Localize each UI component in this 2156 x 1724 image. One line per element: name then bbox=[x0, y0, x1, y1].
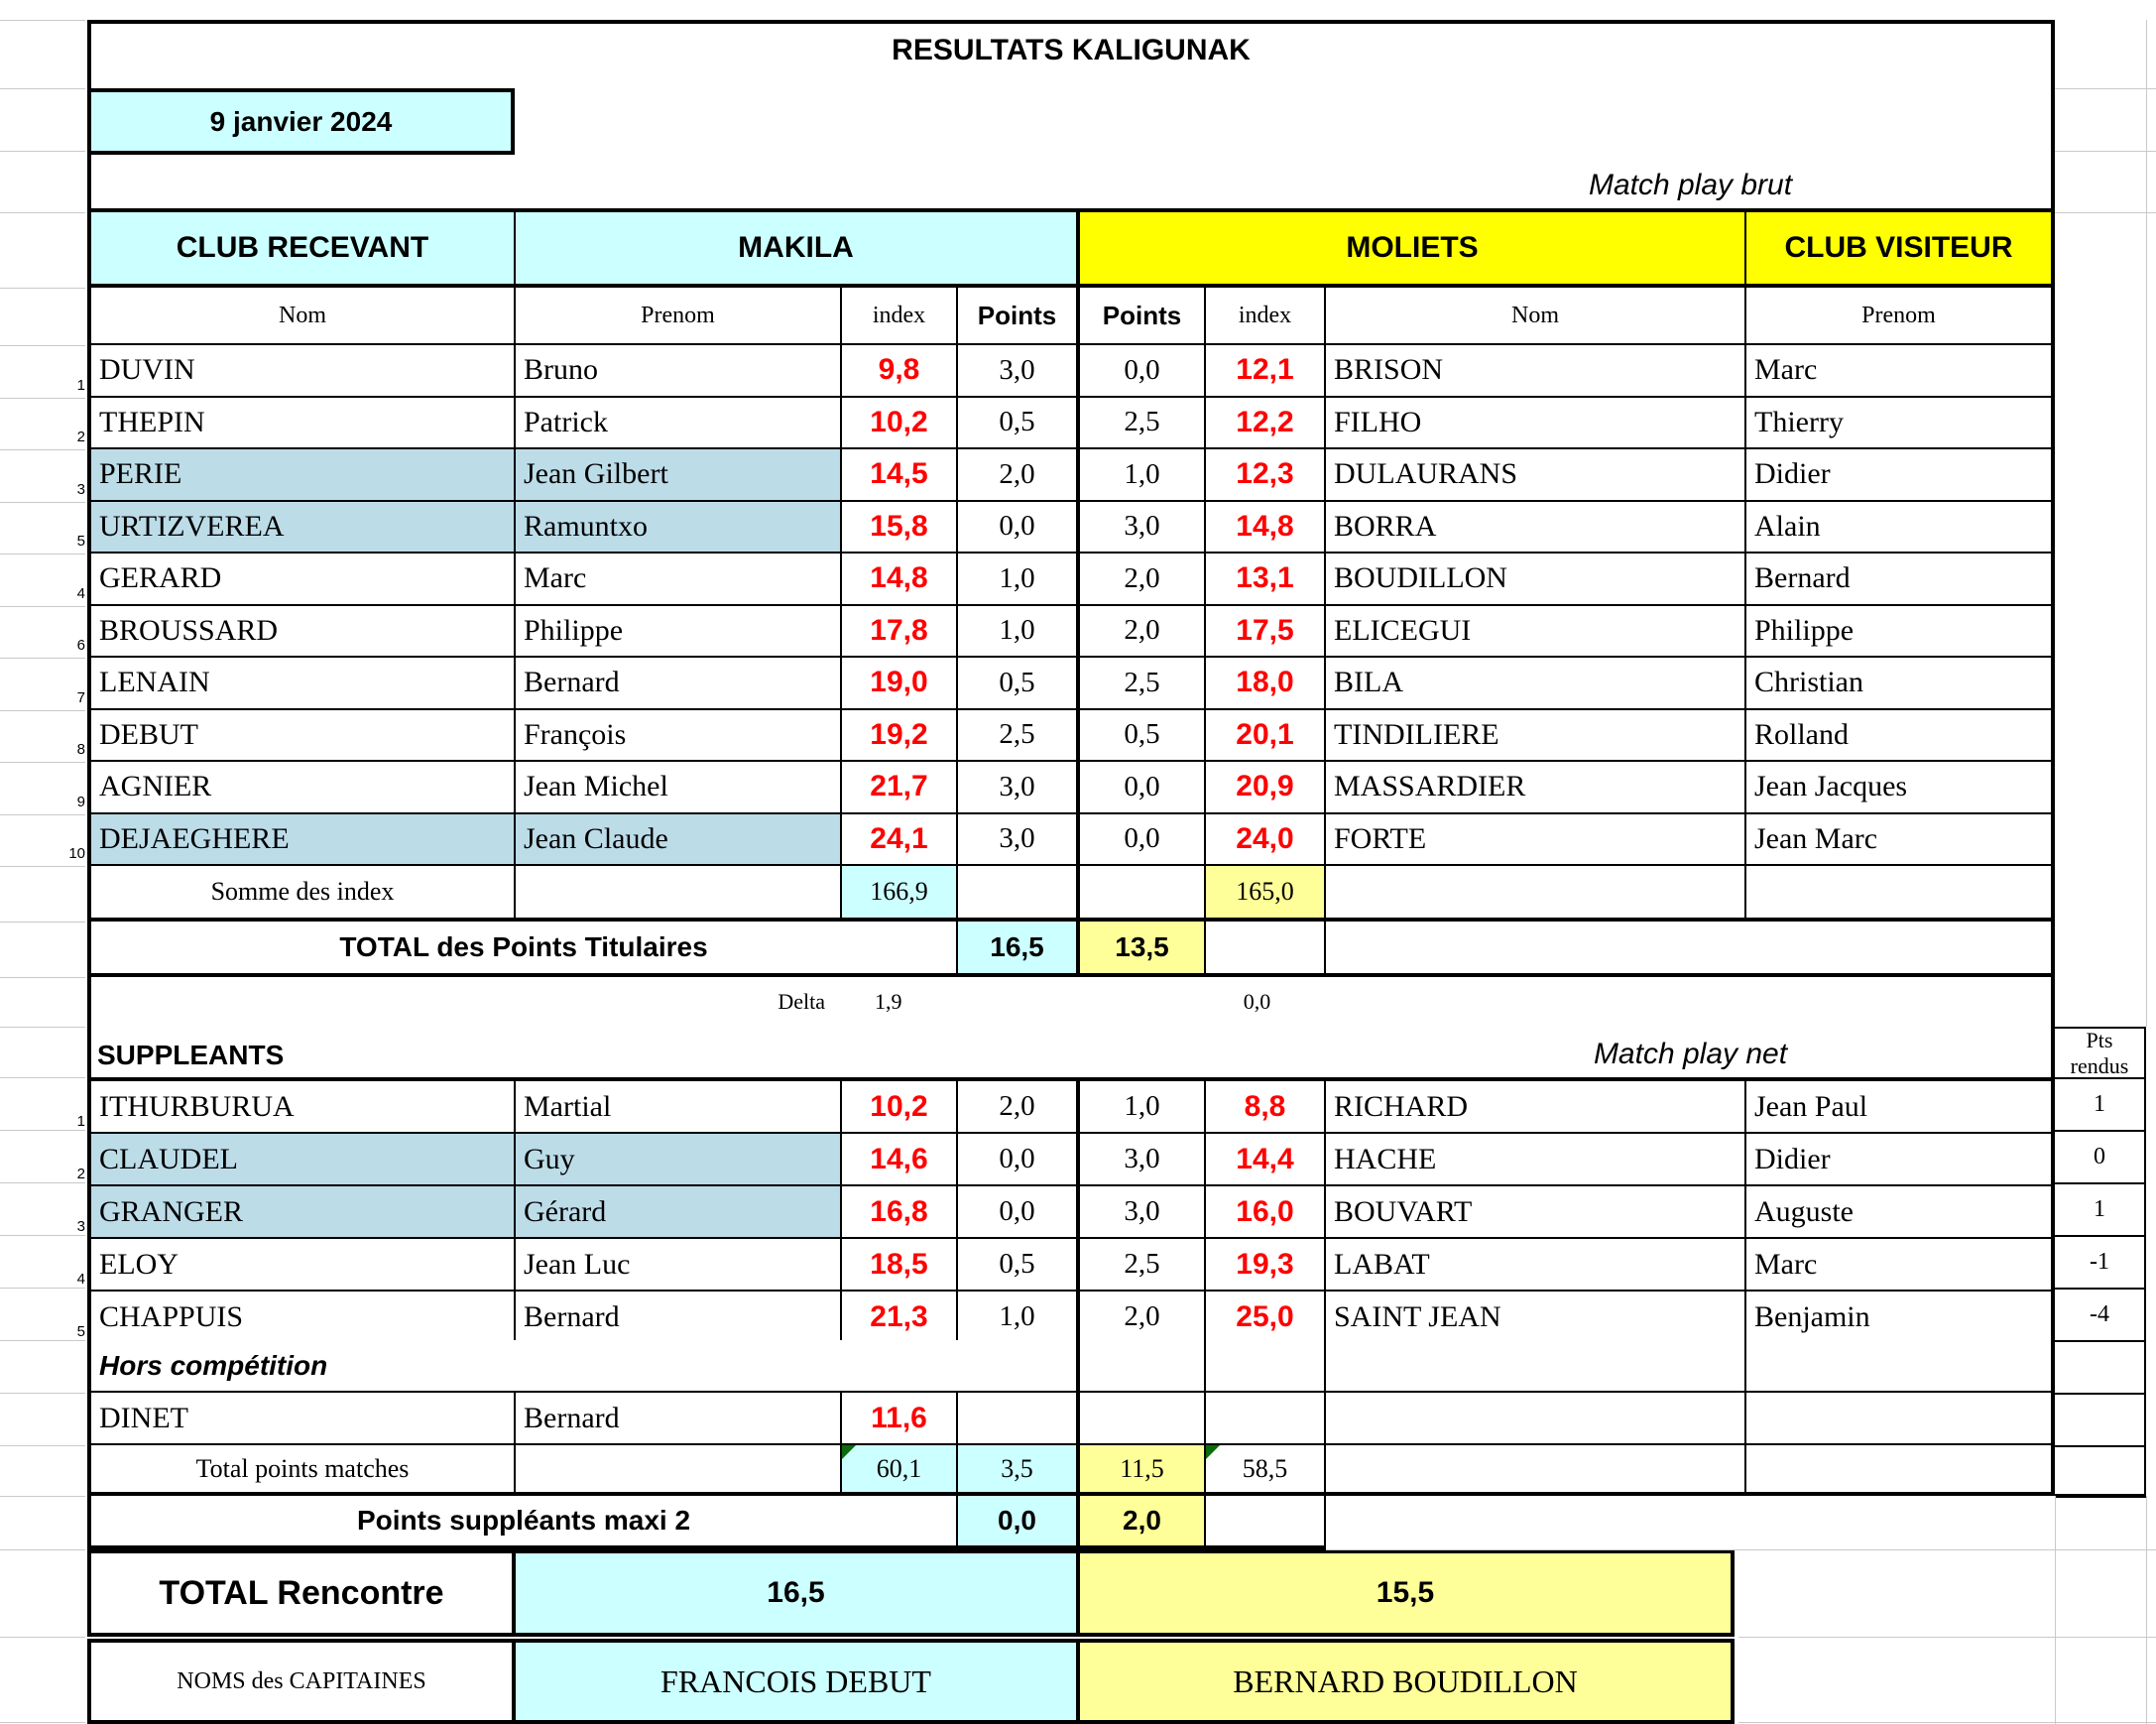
prenom-cell[interactable]: Auguste bbox=[1746, 1186, 2055, 1237]
suppleants-label: SUPPLEANTS bbox=[97, 1040, 285, 1070]
empty-cell[interactable] bbox=[1326, 1340, 1746, 1391]
gridline bbox=[0, 1637, 85, 1638]
col-nom[interactable]: Nom bbox=[91, 288, 516, 343]
player-row bbox=[76, 345, 2055, 398]
error-indicator-icon bbox=[1206, 1445, 1220, 1459]
titulaires-rows bbox=[68, 345, 2055, 866]
capitaine-makila-cell[interactable]: FRANCOIS DEBUT bbox=[516, 1643, 1080, 1720]
col-points[interactable]: Points bbox=[958, 288, 1080, 343]
column-header-row bbox=[87, 288, 2055, 345]
index-cell[interactable]: 21,3 bbox=[842, 1292, 958, 1342]
prenom-cell[interactable]: Thierry bbox=[1746, 398, 2055, 448]
row-number: 4 bbox=[76, 584, 85, 602]
index-cell[interactable]: 12,3 bbox=[1206, 449, 1326, 500]
index-cell[interactable]: 10,2 bbox=[842, 1081, 958, 1132]
prenom-cell[interactable]: Bruno bbox=[516, 345, 842, 396]
capitaine-moliets-cell[interactable]: BERNARD BOUDILLON bbox=[1080, 1643, 1735, 1720]
index-cell[interactable]: 24,1 bbox=[842, 814, 958, 865]
player-row bbox=[76, 606, 2055, 659]
nom-cell[interactable]: ELOY bbox=[91, 1239, 516, 1290]
nom-cell[interactable]: GERARD bbox=[91, 554, 516, 604]
index-cell[interactable]: 14,5 bbox=[842, 449, 958, 500]
gridline bbox=[0, 710, 85, 711]
pts-rendus-cell[interactable]: -1 bbox=[2055, 1237, 2146, 1290]
total-titulaires-row bbox=[87, 922, 2055, 977]
somme-makila-cell[interactable]: 166,9 bbox=[842, 866, 958, 918]
row-number: 2 bbox=[76, 1166, 85, 1182]
gridline bbox=[0, 1496, 85, 1497]
player-row bbox=[68, 814, 2055, 867]
nom-cell[interactable]: FILHO bbox=[1326, 398, 1746, 448]
player-row bbox=[76, 449, 2055, 502]
points-cell[interactable]: 0,0 bbox=[1080, 345, 1206, 396]
delta-row bbox=[87, 977, 2055, 1027]
empty-cell[interactable] bbox=[1326, 1445, 1746, 1492]
nom-cell[interactable]: PERIE bbox=[91, 449, 516, 500]
total-titulaires-makila-cell[interactable]: 16,5 bbox=[958, 922, 1080, 973]
index-cell[interactable]: 13,1 bbox=[1206, 554, 1326, 604]
gridline bbox=[0, 1549, 85, 1550]
index-cell[interactable]: 21,7 bbox=[842, 762, 958, 812]
prenom-cell[interactable]: Marc bbox=[516, 554, 842, 604]
gridline bbox=[0, 1288, 85, 1289]
delta-makila-value[interactable]: 1,9 bbox=[875, 989, 902, 1014]
index-cell[interactable]: 19,2 bbox=[842, 710, 958, 761]
nom-cell[interactable]: MASSARDIER bbox=[1326, 762, 1746, 812]
total-titulaires-label-cell[interactable]: TOTAL des Points Titulaires bbox=[91, 922, 958, 973]
gridline bbox=[0, 814, 85, 815]
player-row bbox=[76, 502, 2055, 554]
gridline bbox=[0, 658, 85, 659]
tp-makila-index-cell[interactable] bbox=[842, 1445, 958, 1492]
total-rencontre-row bbox=[87, 1549, 1735, 1637]
club-visiteur-name-cell[interactable]: MOLIETS bbox=[1080, 212, 1746, 284]
points-cell[interactable]: 0,0 bbox=[958, 1134, 1080, 1184]
nom-cell[interactable]: LENAIN bbox=[91, 658, 516, 708]
empty-cell[interactable] bbox=[958, 1393, 1080, 1443]
gridline bbox=[0, 1722, 85, 1723]
index-cell[interactable]: 14,4 bbox=[1206, 1134, 1326, 1184]
gridline bbox=[2055, 88, 2156, 89]
pts-rendus-cell[interactable]: 1 bbox=[2055, 1184, 2146, 1237]
empty-cell[interactable] bbox=[2055, 1447, 2146, 1498]
points-cell[interactable]: 2,0 bbox=[1080, 554, 1206, 604]
index-cell[interactable]: 18,0 bbox=[1206, 658, 1326, 708]
nom-cell[interactable]: LABAT bbox=[1326, 1239, 1746, 1290]
gridline bbox=[1738, 1722, 2156, 1723]
points-cell[interactable]: 1,0 bbox=[958, 606, 1080, 657]
nom-cell[interactable]: GRANGER bbox=[91, 1186, 516, 1237]
prenom-cell[interactable]: Didier bbox=[1746, 449, 2055, 500]
points-cell[interactable]: 2,5 bbox=[1080, 398, 1206, 448]
gridline bbox=[0, 762, 85, 763]
prenom-cell[interactable]: Patrick bbox=[516, 398, 842, 448]
points-cell[interactable]: 0,0 bbox=[1080, 814, 1206, 865]
prenom-cell[interactable]: Philippe bbox=[1746, 606, 2055, 657]
nom-cell[interactable]: DULAURANS bbox=[1326, 449, 1746, 500]
empty-cell[interactable] bbox=[1746, 866, 2055, 918]
row-number: 1 bbox=[76, 376, 85, 394]
points-cell[interactable]: 2,5 bbox=[1080, 1239, 1206, 1290]
index-cell[interactable]: 14,8 bbox=[1206, 502, 1326, 553]
points-cell[interactable]: 2,0 bbox=[1080, 606, 1206, 657]
club-visiteur-label-cell[interactable]: CLUB VISITEUR bbox=[1746, 212, 2055, 284]
points-cell[interactable]: 2,0 bbox=[958, 1081, 1080, 1132]
nom-cell[interactable]: ITHURBURUA bbox=[91, 1081, 516, 1132]
delta-moliets-value[interactable]: 0,0 bbox=[1243, 989, 1271, 1014]
prenom-cell[interactable]: Bernard bbox=[1746, 554, 2055, 604]
nom-cell[interactable]: FORTE bbox=[1326, 814, 1746, 865]
empty-cell[interactable] bbox=[1206, 922, 1326, 973]
empty-cell[interactable] bbox=[1746, 1393, 2055, 1443]
points-cell[interactable]: 3,0 bbox=[1080, 1134, 1206, 1184]
points-cell[interactable]: 0,5 bbox=[958, 398, 1080, 448]
prenom-cell[interactable]: Bernard bbox=[516, 658, 842, 708]
index-cell[interactable]: 17,8 bbox=[842, 606, 958, 657]
points-cell[interactable]: 1,0 bbox=[958, 1292, 1080, 1342]
nom-cell[interactable]: TINDILIERE bbox=[1326, 710, 1746, 761]
prenom-cell[interactable]: Benjamin bbox=[1746, 1292, 2055, 1342]
col-nom-v[interactable]: Nom bbox=[1326, 288, 1746, 343]
points-cell[interactable]: 3,0 bbox=[1080, 1186, 1206, 1237]
gridline bbox=[2055, 151, 2156, 152]
points-cell[interactable]: 2,5 bbox=[1080, 658, 1206, 708]
gridline bbox=[2146, 20, 2147, 1027]
empty-cell[interactable] bbox=[1326, 1393, 1746, 1443]
nom-cell[interactable]: AGNIER bbox=[91, 762, 516, 812]
empty-cell[interactable] bbox=[958, 866, 1080, 918]
pts-rendus-line1: Pts bbox=[2086, 1027, 2113, 1052]
prenom-cell[interactable]: Bernard bbox=[516, 1292, 842, 1342]
tp-moliets-points-cell[interactable]: 11,5 bbox=[1080, 1445, 1206, 1492]
empty-cell[interactable] bbox=[1326, 922, 2055, 973]
player-row bbox=[76, 710, 2055, 763]
row-number: 5 bbox=[76, 533, 85, 550]
row-number: 6 bbox=[76, 637, 85, 654]
somme-index-row bbox=[87, 866, 2055, 922]
index-cell[interactable]: 8,8 bbox=[1206, 1081, 1326, 1132]
prenom-cell[interactable]: Jean Claude bbox=[516, 814, 842, 865]
row-number: 5 bbox=[76, 1323, 85, 1340]
club-recevant-name-cell[interactable]: MAKILA bbox=[516, 212, 1080, 284]
row-number: 2 bbox=[76, 429, 85, 445]
tp-makila-index-value: 60,1 bbox=[876, 1453, 922, 1483]
delta-label: Delta bbox=[778, 989, 825, 1014]
index-cell[interactable]: 19,3 bbox=[1206, 1239, 1326, 1290]
player-row bbox=[76, 658, 2055, 710]
player-row bbox=[76, 1134, 2055, 1186]
nom-cell[interactable]: BOUDILLON bbox=[1326, 554, 1746, 604]
gridline bbox=[1738, 1637, 2156, 1638]
player-row bbox=[76, 1081, 2055, 1134]
gridline bbox=[0, 1182, 85, 1183]
suppleants-rows bbox=[76, 1077, 2055, 1344]
points-cell[interactable]: 0,5 bbox=[958, 658, 1080, 708]
gridline bbox=[2055, 212, 2156, 213]
prenom-cell[interactable]: Marc bbox=[1746, 345, 2055, 396]
empty-cell[interactable] bbox=[1206, 1496, 1326, 1545]
empty-cell[interactable] bbox=[1080, 1393, 1206, 1443]
points-cell[interactable]: 3,0 bbox=[958, 814, 1080, 865]
gridline bbox=[0, 502, 85, 503]
col-prenom[interactable]: Prenom bbox=[516, 288, 842, 343]
points-cell[interactable]: 3,0 bbox=[958, 762, 1080, 812]
row-number: 4 bbox=[76, 1271, 85, 1288]
col-points-v[interactable]: Points bbox=[1080, 288, 1206, 343]
total-points-matches-row bbox=[87, 1445, 2055, 1496]
capitaines-row bbox=[87, 1639, 1735, 1724]
nom-cell[interactable]: THEPIN bbox=[91, 398, 516, 448]
suppleants-header-row bbox=[87, 1027, 2055, 1077]
index-cell[interactable]: 9,8 bbox=[842, 345, 958, 396]
club-header-row bbox=[87, 212, 2055, 288]
nom-cell[interactable]: DINET bbox=[91, 1393, 516, 1443]
somme-moliets-cell[interactable]: 165,0 bbox=[1206, 866, 1326, 918]
index-cell[interactable]: 14,6 bbox=[842, 1134, 958, 1184]
points-cell[interactable]: 1,0 bbox=[1080, 1081, 1206, 1132]
index-cell[interactable]: 11,6 bbox=[842, 1393, 958, 1443]
nom-cell[interactable]: DEBUT bbox=[91, 710, 516, 761]
index-cell[interactable]: 10,2 bbox=[842, 398, 958, 448]
col-index-v[interactable]: index bbox=[1206, 288, 1326, 343]
index-cell[interactable]: 16,0 bbox=[1206, 1186, 1326, 1237]
empty-cell[interactable] bbox=[1326, 866, 1746, 918]
total-rencontre-moliets-cell[interactable]: 15,5 bbox=[1080, 1553, 1735, 1633]
gridline bbox=[0, 1235, 85, 1236]
club-recevant-label-cell[interactable]: CLUB RECEVANT bbox=[91, 212, 516, 284]
gridline bbox=[0, 1130, 85, 1131]
prenom-cell[interactable]: Jean Michel bbox=[516, 762, 842, 812]
prenom-cell[interactable]: Jean Paul bbox=[1746, 1081, 2055, 1132]
capitaines-label-cell[interactable]: NOMS des CAPITAINES bbox=[91, 1643, 516, 1720]
empty-cell[interactable] bbox=[2055, 1395, 2146, 1447]
points-cell[interactable]: 2,5 bbox=[958, 710, 1080, 761]
prenom-cell[interactable]: Guy bbox=[516, 1134, 842, 1184]
nom-cell[interactable]: HACHE bbox=[1326, 1134, 1746, 1184]
gridline bbox=[0, 866, 85, 867]
gridline bbox=[0, 449, 85, 450]
prenom-cell[interactable]: Philippe bbox=[516, 606, 842, 657]
hors-competition-row bbox=[87, 1340, 2055, 1393]
pts-rendus-cell[interactable]: 1 bbox=[2055, 1079, 2146, 1132]
header-box bbox=[87, 20, 2055, 212]
points-cell[interactable]: 0,0 bbox=[958, 1186, 1080, 1237]
tp-moliets-index-value: 58,5 bbox=[1242, 1453, 1288, 1483]
somme-label-cell[interactable]: Somme des index bbox=[91, 866, 516, 918]
player-row bbox=[76, 554, 2055, 606]
points-cell[interactable]: 2,0 bbox=[1080, 1292, 1206, 1342]
ps-moliets-cell[interactable]: 2,0 bbox=[1080, 1496, 1206, 1545]
prenom-cell[interactable]: Jean Jacques bbox=[1746, 762, 2055, 812]
player-row bbox=[76, 398, 2055, 450]
prenom-cell[interactable]: Jean Gilbert bbox=[516, 449, 842, 500]
gridline bbox=[1326, 1549, 2156, 1550]
gridline bbox=[0, 88, 85, 89]
nom-cell[interactable]: BROUSSARD bbox=[91, 606, 516, 657]
match-play-brut-label: Match play brut bbox=[1588, 169, 1793, 201]
prenom-cell[interactable]: Bernard bbox=[516, 1393, 842, 1443]
tp-makila-points-cell[interactable]: 3,5 bbox=[958, 1445, 1080, 1492]
gridline bbox=[0, 922, 85, 923]
prenom-cell[interactable]: Ramuntxo bbox=[516, 502, 842, 553]
empty-cell[interactable] bbox=[516, 866, 842, 918]
row-number: 3 bbox=[76, 480, 85, 498]
index-cell[interactable]: 14,8 bbox=[842, 554, 958, 604]
nom-cell[interactable]: SAINT JEAN bbox=[1326, 1292, 1746, 1342]
index-cell[interactable]: 12,2 bbox=[1206, 398, 1326, 448]
col-prenom-v[interactable]: Prenom bbox=[1746, 288, 2055, 343]
index-cell[interactable]: 12,1 bbox=[1206, 345, 1326, 396]
nom-cell[interactable]: RICHARD bbox=[1326, 1081, 1746, 1132]
prenom-cell[interactable]: Marc bbox=[1746, 1239, 2055, 1290]
pts-rendus-cell[interactable]: 0 bbox=[2055, 1132, 2146, 1184]
prenom-cell[interactable]: Jean Luc bbox=[516, 1239, 842, 1290]
points-cell[interactable]: 0,0 bbox=[1080, 762, 1206, 812]
gridline bbox=[0, 977, 85, 978]
empty-cell[interactable] bbox=[1206, 1393, 1326, 1443]
pts-rendus-cell[interactable]: -4 bbox=[2055, 1290, 2146, 1342]
nom-cell[interactable]: BORRA bbox=[1326, 502, 1746, 553]
points-cell[interactable]: 0,5 bbox=[958, 1239, 1080, 1290]
pts-rendus-column bbox=[2055, 1027, 2146, 1498]
hors-competition-label-cell[interactable]: Hors compétition bbox=[91, 1340, 1080, 1391]
points-suppleants-label-cell[interactable]: Points suppléants maxi 2 bbox=[91, 1496, 958, 1545]
index-cell[interactable]: 24,0 bbox=[1206, 814, 1326, 865]
points-cell[interactable]: 1,0 bbox=[958, 554, 1080, 604]
index-cell[interactable]: 15,8 bbox=[842, 502, 958, 553]
index-cell[interactable]: 25,0 bbox=[1206, 1292, 1326, 1342]
total-rencontre-label-cell[interactable]: TOTAL Rencontre bbox=[91, 1553, 516, 1633]
gridline bbox=[0, 212, 85, 213]
match-play-net-label: Match play net bbox=[1593, 1038, 1788, 1070]
prenom-cell[interactable]: Didier bbox=[1746, 1134, 2055, 1184]
empty-cell[interactable] bbox=[516, 1445, 842, 1492]
prenom-cell[interactable]: Martial bbox=[516, 1081, 842, 1132]
points-suppleants-row bbox=[87, 1496, 1326, 1549]
ps-makila-cell[interactable]: 0,0 bbox=[958, 1496, 1080, 1545]
total-rencontre-makila-cell[interactable]: 16,5 bbox=[516, 1553, 1080, 1633]
prenom-cell[interactable]: Jean Marc bbox=[1746, 814, 2055, 865]
empty-cell[interactable] bbox=[1746, 1340, 2055, 1391]
gridline bbox=[0, 606, 85, 607]
nom-cell[interactable]: URTIZVEREA bbox=[91, 502, 516, 553]
nom-cell[interactable]: CHAPPUIS bbox=[91, 1292, 516, 1342]
row-number: 1 bbox=[76, 1113, 85, 1130]
index-cell[interactable]: 19,0 bbox=[842, 658, 958, 708]
row-number: 10 bbox=[68, 845, 85, 862]
col-index[interactable]: index bbox=[842, 288, 958, 343]
index-cell[interactable]: 16,8 bbox=[842, 1186, 958, 1237]
empty-cell[interactable] bbox=[2055, 1342, 2146, 1395]
points-cell[interactable]: 1,0 bbox=[1080, 449, 1206, 500]
dinet-row bbox=[87, 1393, 2055, 1445]
row-number: 9 bbox=[76, 793, 85, 810]
page-title: RESULTATS KALIGUNAK bbox=[892, 34, 1251, 66]
empty-cell[interactable] bbox=[1206, 1340, 1326, 1391]
index-cell[interactable]: 18,5 bbox=[842, 1239, 958, 1290]
prenom-cell[interactable]: Alain bbox=[1746, 502, 2055, 553]
row-number: 7 bbox=[76, 688, 85, 706]
row-number: 3 bbox=[76, 1218, 85, 1235]
prenom-cell[interactable]: François bbox=[516, 710, 842, 761]
empty-cell[interactable] bbox=[1080, 1340, 1206, 1391]
nom-cell[interactable]: CLAUDEL bbox=[91, 1134, 516, 1184]
row-number: 8 bbox=[76, 741, 85, 758]
nom-cell[interactable]: BOUVART bbox=[1326, 1186, 1746, 1237]
index-cell[interactable]: 17,5 bbox=[1206, 606, 1326, 657]
pts-rendus-header[interactable] bbox=[2055, 1029, 2146, 1079]
gridline bbox=[0, 398, 85, 399]
error-indicator-icon bbox=[842, 1445, 856, 1459]
player-row bbox=[76, 1239, 2055, 1292]
empty-cell[interactable] bbox=[1080, 866, 1206, 918]
gridline bbox=[0, 1340, 85, 1341]
gridline bbox=[2055, 1496, 2056, 1724]
points-cell[interactable]: 3,0 bbox=[958, 345, 1080, 396]
nom-cell[interactable]: DEJAEGHERE bbox=[91, 814, 516, 865]
player-row bbox=[76, 1186, 2055, 1239]
points-cell[interactable]: 2,0 bbox=[958, 449, 1080, 500]
index-cell[interactable]: 20,1 bbox=[1206, 710, 1326, 761]
points-cell[interactable]: 3,0 bbox=[1080, 502, 1206, 553]
gridline bbox=[2146, 1496, 2147, 1724]
points-cell[interactable]: 0,0 bbox=[958, 502, 1080, 553]
prenom-cell[interactable]: Gérard bbox=[516, 1186, 842, 1237]
pts-rendus-line2: rendus bbox=[2070, 1052, 2129, 1078]
gridline bbox=[0, 288, 85, 289]
total-points-label-cell[interactable]: Total points matches bbox=[91, 1445, 516, 1492]
gridline bbox=[0, 1393, 85, 1394]
tp-moliets-index-cell[interactable] bbox=[1206, 1445, 1326, 1492]
gridline bbox=[0, 1027, 85, 1028]
prenom-cell[interactable]: Rolland bbox=[1746, 710, 2055, 761]
prenom-cell[interactable]: Christian bbox=[1746, 658, 2055, 708]
gridline bbox=[0, 1077, 85, 1078]
empty-cell[interactable] bbox=[1746, 1445, 2055, 1492]
index-cell[interactable]: 20,9 bbox=[1206, 762, 1326, 812]
gridline bbox=[0, 20, 85, 21]
gridline bbox=[0, 1445, 85, 1446]
total-titulaires-moliets-cell[interactable]: 13,5 bbox=[1080, 922, 1206, 973]
points-cell[interactable]: 0,5 bbox=[1080, 710, 1206, 761]
player-row bbox=[76, 1292, 2055, 1344]
nom-cell[interactable]: BILA bbox=[1326, 658, 1746, 708]
nom-cell[interactable]: DUVIN bbox=[91, 345, 516, 396]
gridline bbox=[0, 151, 85, 152]
nom-cell[interactable]: ELICEGUI bbox=[1326, 606, 1746, 657]
date-cell[interactable]: 9 janvier 2024 bbox=[87, 88, 515, 155]
nom-cell[interactable]: BRISON bbox=[1326, 345, 1746, 396]
player-row bbox=[76, 762, 2055, 814]
gridline bbox=[0, 345, 85, 346]
